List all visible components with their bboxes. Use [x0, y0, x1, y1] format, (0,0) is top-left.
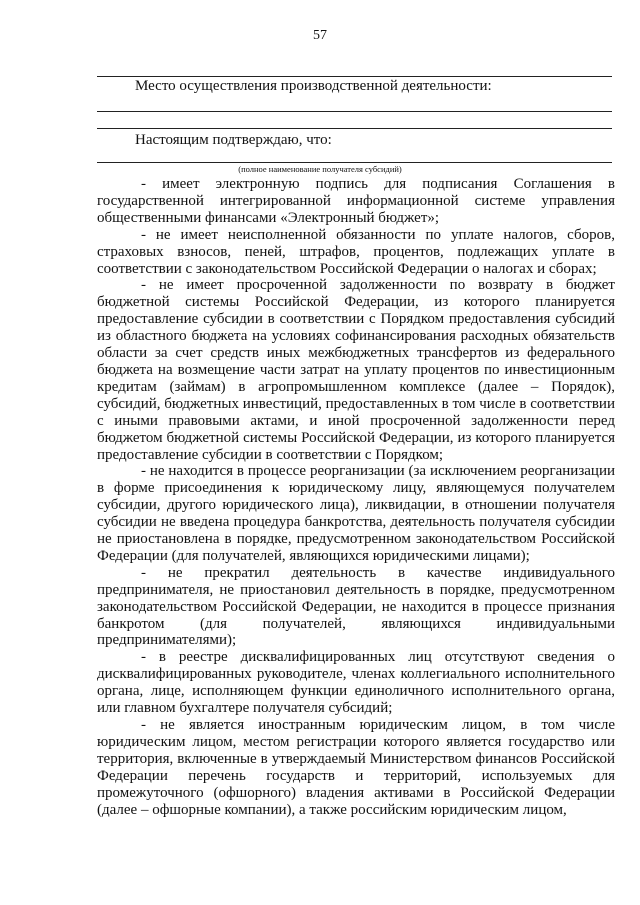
confirmation-label: Настоящим подтверждаю, что:	[135, 132, 332, 148]
recipient-name-caption: (полное наименование получателя субсидий)	[238, 164, 402, 174]
place-of-activity-label: Место осуществления производственной деятельности:	[135, 78, 492, 94]
condition-paragraph: - не имеет неисполненной обязанности по уплате налогов, сборов, страховых взносов, пеней, штрафов, процентов, подлежащих уплате в соответствии с законодательством Российской Федерации о налогах и сборах;	[97, 226, 615, 277]
condition-paragraph: - имеет электронную подпись для подписания Соглашения в государственной интегрированной информационной системе управления общественными финансами «Электронный бюджет»;	[97, 176, 615, 226]
page-number: 57	[313, 28, 327, 43]
condition-paragraph: - не является иностранным юридическим лицом, в том числе юридическим лицом, местом регистрации которого является государство или территория, включенные в утверждаемый Министерством финансов Российской Федерации перечень государств и территорий, используемых для промежуточного (офшорного) владения активами в Российской Федерации (далее – офшорные компании), а также российским юридическим лицом,	[97, 717, 615, 818]
recipient-name-blank-line	[97, 162, 612, 163]
conditions-list	[97, 176, 615, 818]
place-of-activity-blank-line-2	[97, 128, 612, 129]
condition-paragraph: - не прекратил деятельность в качестве индивидуального предпринимателя, не приостановил деятельность в порядке, предусмотренном законодательством Российской Федерации, не находится в процессе признания банкротом (для получателей, являющихся индивидуальными предпринимателями);	[97, 564, 615, 649]
top-divider-line	[97, 76, 612, 77]
condition-paragraph: - не имеет просроченной задолженности по возврату в бюджет бюджетной системы Российской Федерации, из которого планируется предоставление субсидии в соответствии с Порядком предоставления субсидий из областного бюджета на условиях софинансирования расходных обязательств области за счет средств иных межбюджетных трансфертов из федерального бюджета на возмещение части затрат на уплату процентов по инвестиционным кредитам (займам) в агропромышленном комплексе (далее – Порядок), субсидий, бюджетных инвестиций, предоставленных в том числе в соответствии с иными правовыми актами, и иной просроченной задолженности перед бюджетом бюджетной системы Российской Федерации, из которого планируется предоставление субсидии в соответствии с Порядком;	[97, 277, 615, 463]
place-of-activity-blank-line	[97, 111, 612, 112]
condition-paragraph: - не находится в процессе реорганизации (за исключением реорганизации в форме присоединения к юридическому лицу, являющемуся получателем субсидии, другого юридического лица), ликвидации, в отношении получателя субсидии не введена процедура банкротства, деятельность получателя субсидии не приостановлена в порядке, предусмотренном законодательством Российской Федерации (для получателей, являющихся юридическими лицами);	[97, 463, 615, 564]
condition-paragraph: - в реестре дисквалифицированных лиц отсутствуют сведения о дисквалифицированных руководителе, членах коллегиального исполнительного органа, лице, исполняющем функции единоличного исполнительного органа, или главном бухгалтере получателя субсидий;	[97, 649, 615, 717]
